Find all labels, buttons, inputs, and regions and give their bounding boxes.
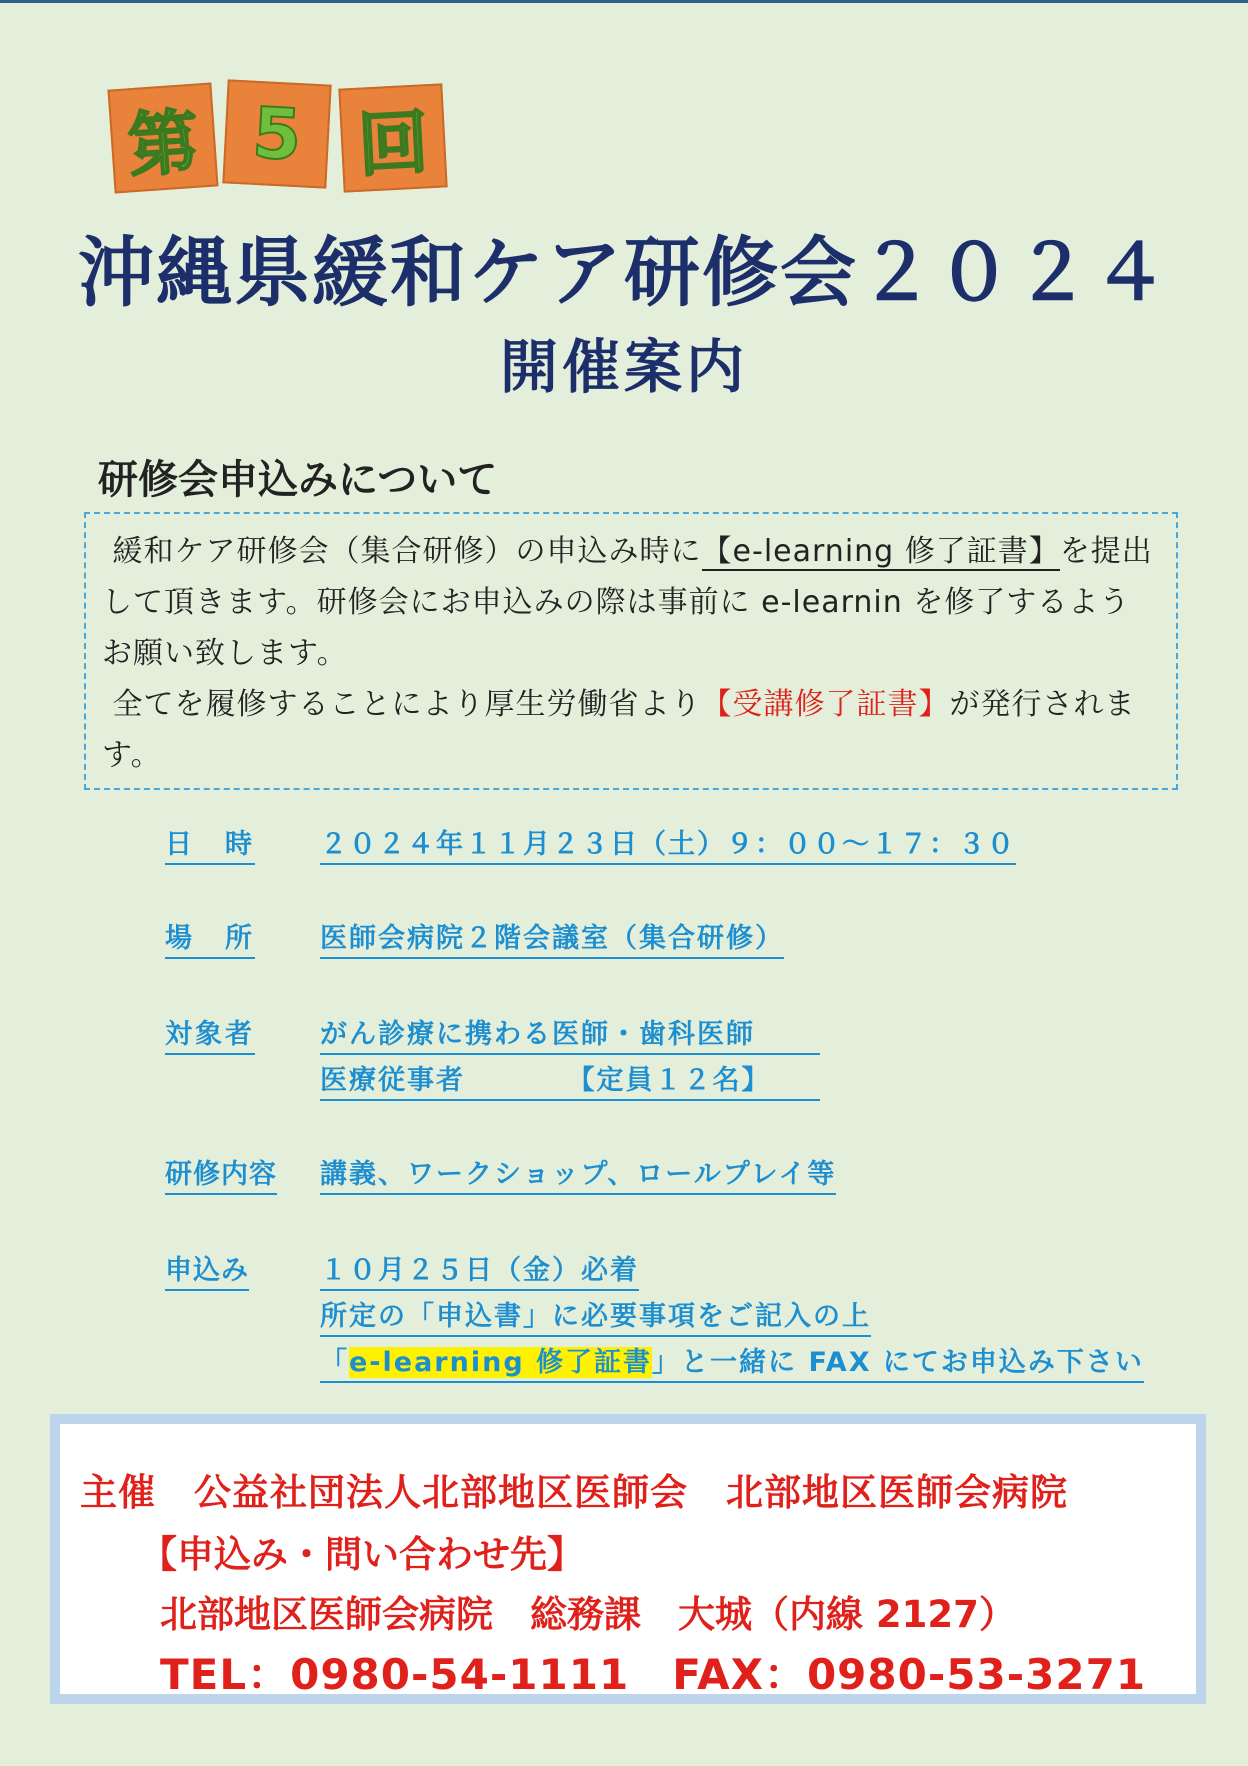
application-notice-box <box>84 512 1178 790</box>
contact-heading: 【申込み・問い合わせ先】 <box>140 1533 584 1576</box>
completion-certificate-text: 【受講修了証書】 <box>701 687 950 722</box>
notice-paragraph-1 <box>102 526 1158 679</box>
notice-text-1b: を提出して頂きます。研修会にお申込みの際は事前に e-learnin を修了するようお願い致します。 <box>102 534 1153 671</box>
organizer-line: 主催 公益社団法人北部地区医師会 北部地区医師会病院 <box>80 1471 1068 1514</box>
content-label: 研修内容 <box>165 1152 277 1195</box>
date-label: 日 時 <box>165 822 255 865</box>
session-number-badges <box>103 80 443 200</box>
application-heading: 研修会申込みについて <box>98 457 498 503</box>
badge-dai: 第 <box>107 82 218 193</box>
page-title: 沖縄県緩和ケア研修会２０２４ <box>78 228 1170 317</box>
target-value-2: 医療従事者 【定員１２名】 <box>320 1058 820 1101</box>
contact-department: 北部地区医師会病院 総務課 大城（内線 2127） <box>160 1593 1016 1636</box>
notice-text-1a: 緩和ケア研修会（集合研修）の申込み時に <box>112 534 702 569</box>
apply-deadline: １０月２５日（金）必着 <box>320 1248 639 1291</box>
place-label: 場 所 <box>165 916 255 959</box>
apply-fax-rest: 」と一緒に FAX にてお申込み下さい <box>652 1347 1144 1378</box>
target-value-1: がん診療に携わる医師・歯科医師 <box>320 1012 820 1055</box>
apply-fax-instruction <box>320 1340 1144 1383</box>
apply-instruction: 所定の「申込書」に必要事項をご記入の上 <box>320 1294 871 1337</box>
target-label: 対象者 <box>165 1012 255 1055</box>
page-subtitle: 開催案内 <box>499 333 748 401</box>
elearning-highlight: e-learning 修了証書 <box>349 1347 653 1378</box>
badge-kai: 回 <box>338 83 447 192</box>
badge-number: 5 <box>222 79 331 188</box>
content-value: 講義、ワークショップ、ロールプレイ等 <box>320 1152 836 1195</box>
apply-fax-open: 「 <box>320 1347 349 1378</box>
notice-text-2a: 全てを履修することにより厚生労働省より <box>112 687 702 722</box>
place-value: 医師会病院２階会議室（集合研修） <box>320 916 784 959</box>
organizer-inner <box>60 1424 1196 1699</box>
top-border-line <box>0 0 1248 3</box>
notice-paragraph-2 <box>102 679 1158 781</box>
elearning-certificate-text: 【e-learning 修了証書】 <box>701 534 1060 569</box>
date-value: ２０２４年１１月２３日（土）９：００～１７：３０ <box>320 822 1016 865</box>
organizer-box <box>50 1414 1206 1704</box>
contact-phone-fax: TEL：0980-54-1111 FAX：0980-53-3271 <box>160 1650 1147 1699</box>
apply-label: 申込み <box>165 1248 249 1291</box>
notice-text-2b: が発行されます。 <box>102 687 1136 773</box>
